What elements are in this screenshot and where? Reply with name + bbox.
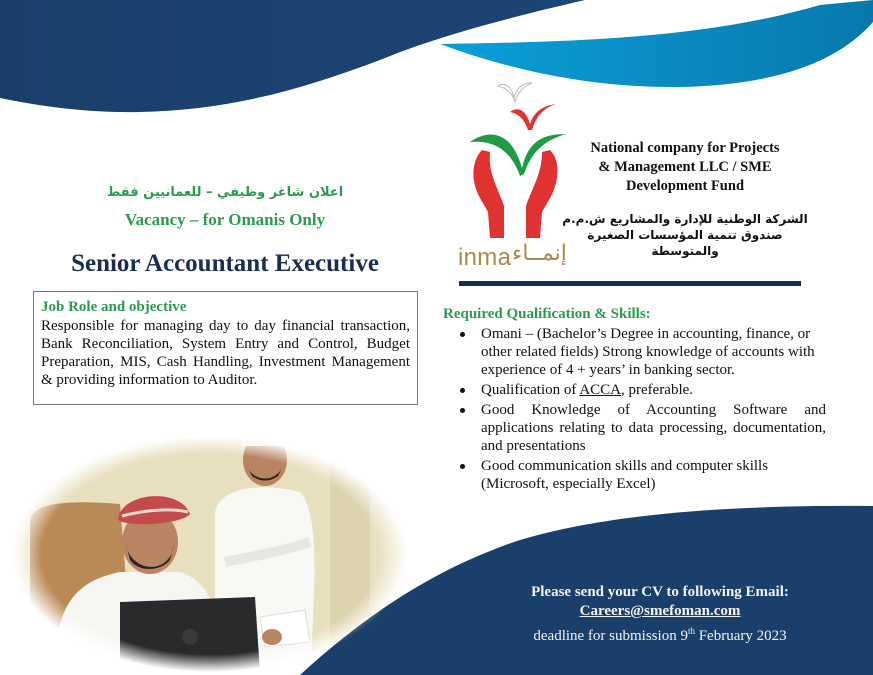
qualification-item: Good Knowledge of Accounting Software and applications relating to data processing, documentation, and presentations	[481, 402, 826, 454]
qualification-text: , preferable.	[621, 382, 694, 398]
deadline-text	[505, 621, 815, 646]
header-divider	[459, 281, 801, 286]
vacancy-announcement-english: Vacancy – for Omanis Only	[124, 210, 326, 229]
deadline-suffix: February 2023	[694, 628, 787, 644]
job-role-heading: Job Role and objective	[41, 299, 187, 315]
qualifications-section	[443, 305, 826, 495]
job-role-text: Responsible for managing day to day financial transaction, Bank Reconciliation, System Entry and Control, Budget Preparation, MIS, Cash Handling, Investment Management & providing information to Auditor.	[41, 318, 410, 388]
qualifications-heading: Required Qualification & Skills:	[443, 306, 651, 322]
careers-email-link[interactable]: Careers@smefoman.com	[579, 603, 741, 619]
vacancy-announcement-arabic: اعلان شاغر وظيفي – للعمانيين فقط	[106, 185, 344, 200]
company-name-english	[574, 139, 796, 196]
job-title: Senior Accountant Executive	[71, 250, 379, 277]
company-name-ar-line: والمتوسطة	[651, 244, 719, 258]
company-name-ar-line: صندوق تنمية المؤسسات الصغيرة	[587, 228, 783, 242]
acca-underlined-text: ACCA	[579, 382, 621, 398]
qualification-item	[481, 381, 826, 399]
contact-section	[505, 583, 815, 646]
inma-logo-icon	[462, 80, 567, 240]
send-cv-instruction: Please send your CV to following Email:	[531, 584, 789, 600]
company-name-line: National company for Projects	[590, 140, 780, 156]
qualifications-list	[443, 325, 826, 493]
qualification-item: Omani – (Bachelor’s Degree in accounting, finance, or other related fields) Strong knowledge of accounts with experience of 4 + years’ in banking sector.	[481, 325, 826, 379]
company-name-arabic	[560, 211, 810, 259]
inma-logo-arabic-text: إنمــاء	[512, 241, 567, 266]
deadline-prefix: deadline for submission 9	[533, 628, 688, 644]
job-role-box	[33, 291, 418, 405]
qualification-item: Good communication skills and computer skills (Microsoft, especially Excel)	[481, 457, 826, 493]
company-name-line: Development Fund	[625, 178, 745, 194]
office-photo	[10, 432, 410, 672]
inma-logo-text: inma	[458, 244, 512, 271]
company-name-line: & Management LLC / SME	[598, 159, 772, 175]
company-name-ar-line: الشركة الوطنية للإدارة والمشاريع ش.م.م	[562, 212, 808, 226]
qualification-text: Qualification of	[481, 382, 580, 398]
deadline-ordinal: th	[687, 626, 695, 636]
